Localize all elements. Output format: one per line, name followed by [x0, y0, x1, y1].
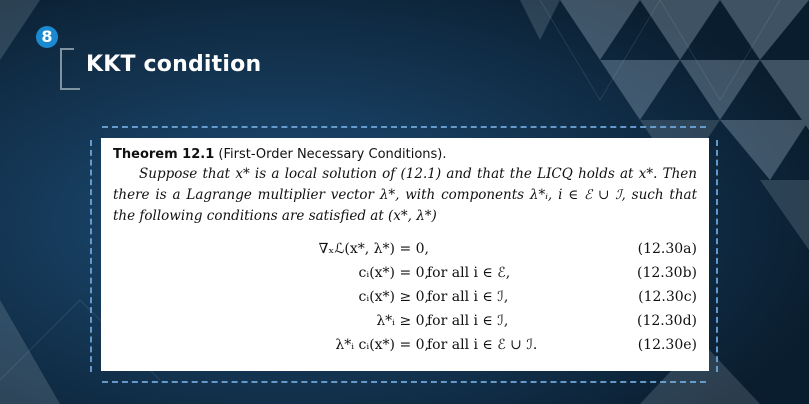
equation-number: (12.30b) [637, 265, 697, 281]
equation-row [101, 241, 709, 265]
slide-number-badge: 8 [36, 26, 58, 48]
equation-lhs: ∇ₓℒ(x*, λ*) = 0, [318, 241, 429, 257]
theorem-statement-block [113, 164, 697, 227]
equation-lhs: λ*ᵢ ≥ 0, [376, 313, 429, 329]
theorem-card [101, 138, 709, 371]
title-bracket-bottom-decoration [60, 88, 80, 90]
title-bracket-decoration [60, 48, 74, 90]
equation-condition: for all i ∈ ℐ, [427, 313, 509, 329]
theorem-title: Theorem 12.1 [113, 147, 215, 162]
equation-condition: for all i ∈ ℐ, [427, 289, 509, 305]
equation-number: (12.30d) [637, 313, 697, 329]
dashed-frame-left [90, 140, 92, 372]
equation-list [101, 241, 709, 361]
equation-row [101, 265, 709, 289]
equation-row [101, 289, 709, 313]
dashed-frame-bottom [102, 381, 706, 383]
dashed-frame-top [102, 126, 706, 128]
equation-lhs: cᵢ(x*) = 0, [358, 265, 429, 281]
equation-lhs: λ*ᵢ cᵢ(x*) = 0, [335, 337, 429, 353]
theorem-heading [113, 146, 697, 164]
theorem-statement: Suppose that x* is a local solution of (12.1) and that the LICQ holds at x*. Then there is a Lagrange multiplier vector λ*, with components λ*ᵢ, i ∈ ℰ ∪ ℐ, such that the following conditions are satisfied at (x*, λ*) [113, 166, 697, 224]
equation-number: (12.30a) [637, 241, 697, 257]
equation-number: (12.30c) [638, 289, 697, 305]
slide-title: KKT condition [86, 52, 262, 77]
equation-condition: for all i ∈ ℰ, [427, 265, 511, 281]
equation-condition: for all i ∈ ℰ ∪ ℐ. [427, 337, 538, 353]
theorem-description: (First-Order Necessary Conditions). [218, 147, 447, 162]
equation-lhs: cᵢ(x*) ≥ 0, [358, 289, 429, 305]
equation-number: (12.30e) [637, 337, 697, 353]
equation-row [101, 313, 709, 337]
equation-row [101, 337, 709, 361]
dashed-frame-right [716, 140, 718, 372]
